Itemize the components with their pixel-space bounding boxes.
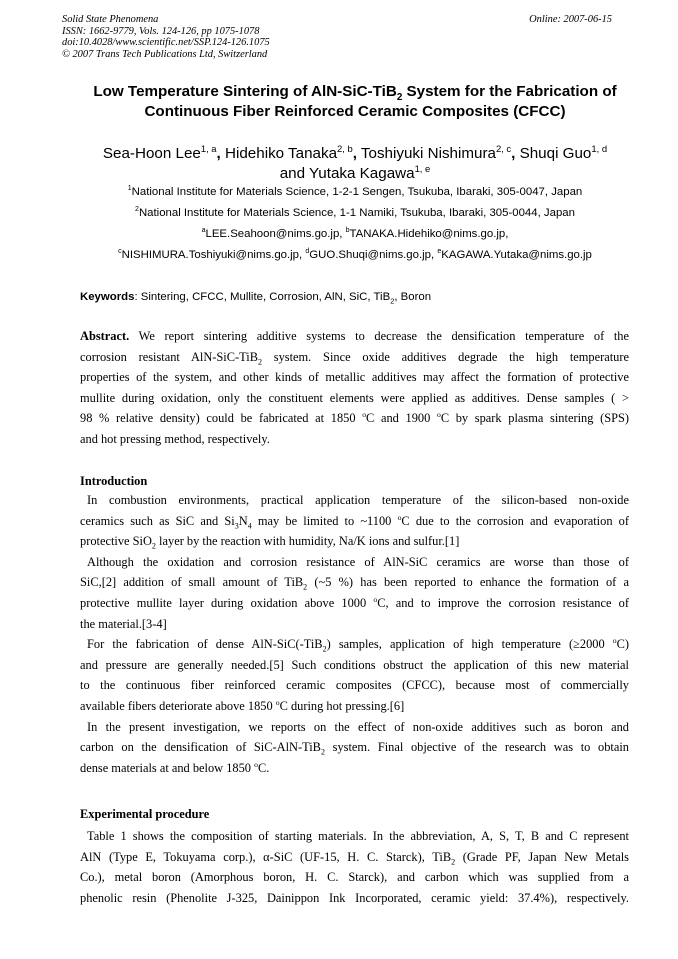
author-list: Sea-Hoon Lee$^{1, a}$, Hidehiko Tanaka$^{2, b}$, Toshiyuki Nishimura$^{2, c}$, Shuqi Guo$^{1, d}$ and Yutaka Kagawa$^{1, e}$ bbox=[102, 142, 608, 182]
paper-title: Low Temperature Sintering of AlN-SiC-TiB$_2$ System for the Fabrication of Continuous Fiber Reinforced Ceramic Composites (CFCC) bbox=[93, 83, 617, 120]
section-heading-introduction: Introduction bbox=[80, 474, 148, 488]
section-heading-experimental: Experimental procedure bbox=[80, 807, 210, 821]
email-link[interactable]: GUO.Shuqi@nims.go.jp, bbox=[309, 249, 435, 261]
journal-name: Solid State Phenomena bbox=[62, 14, 159, 25]
copyright-line: © 2007 Trans Tech Publications Ltd, Switzerland bbox=[62, 48, 268, 60]
keywords: Keywords: Sintering, CFCC, Mullite, Corrosion, AlN, SiC, TiB$_2$, Boron bbox=[80, 291, 432, 306]
affiliation-1: $^1$National Institute for Materials Science, 1-2-1 Sengen, Tsukuba, Ibaraki, 305-0047, Japan bbox=[127, 185, 583, 198]
introduction-body: In combustion environments, practical application temperature of the silicon-based non-oxide ceramics such as SiC and $Si_3N_4$ may be limited to ~1100 $^o$C due to the corrosion and evaporation of protective SiO$_2$ layer by the reaction with humidity, Na/K ions and sulfur.[1] Although the oxidation and corrosion resistance of AlN-SiC ceramics are worse than those of SiC,[2] addition of small amount of TiB$_2$ (~5 %) has been reported to enhance the formation of a protective mullite layer during oxidation above 1000 $^o$C, and to improve the corrosion resistance of the material.[3-4] For the fabrication of dense AlN-SiC(-TiB$_2$) samples, application of high temperature (≥2000 $^o$C) and pressure are generally needed.[5] Such conditions obstruct the application of this new material to the continuous fiber reinforced ceramic composites (CFCC), because most of commercially available fibers deteriorate above 1850 $^o$C during hot pressing.[6] In the present investigation, we reports on the effect of non-oxide additives such as boron and carbon on the densification of SiC-AlN-TiB$_2$ system. Final objective of the research was to obtain dense materials at and below 1850 $^o$C. bbox=[80, 493, 629, 775]
issn-line: ISSN: 1662-9779, Vols. 124-126, pp 1075-1078 bbox=[62, 25, 260, 37]
email-link[interactable]: KAGAWA.Yutaka@nims.go.jp bbox=[441, 249, 592, 261]
email-link[interactable]: NISHIMURA.Toshiyuki@nims.go.jp, bbox=[121, 249, 303, 261]
experimental-body: Table 1 shows the composition of starting materials. In the abbreviation, A, S, T, B and C represent AlN (Type E, Tokuyama corp.), α-SiC (UF-15, H. C. Starck), TiB$_2$ (Grade PF, Japan New Metals Co.), metal boron (Amorphous boron, H. C. Starck), and carbon which was supplied from a phenolic resin (Phenolite J-325, Dainippon Ink Incorporated, ceramic yield: 37.4%), respectively. bbox=[80, 829, 629, 905]
email-link[interactable]: LEE.Seahoon@nims.go.jp, bbox=[205, 228, 343, 240]
author-name: Toshiyuki Nishimura bbox=[360, 145, 496, 162]
online-date: Online: 2007-06-15 bbox=[529, 14, 612, 25]
email-link[interactable]: TANAKA.Hidehiko@nims.go.jp, bbox=[349, 228, 509, 240]
author-name: Sea-Hoon Lee bbox=[102, 145, 201, 162]
email-line-2: $^c$NISHIMURA.Toshiyuki@nims.go.jp, $^d$GUO.Shuqi@nims.go.jp, $^e$KAGAWA.Yutaka@nims.go.jp bbox=[118, 248, 592, 261]
author-name: and Yutaka Kagawa bbox=[279, 165, 415, 182]
doi-line: doi:10.4028/www.scientific.net/SSP.124-126.1075 bbox=[62, 37, 270, 49]
author-name: Hidehiko Tanaka bbox=[225, 145, 338, 162]
affiliation-2: $^2$National Institute for Materials Science, 1-1 Namiki, Tsukuba, Ibaraki, 305-0044, Japan bbox=[135, 206, 575, 219]
author-name: Shuqi Guo bbox=[519, 145, 592, 162]
abstract: Abstract. We report sintering additive systems to decrease the densification temperature of the corrosion resistant AlN-SiC-TiB$_2$ system. Since oxide additives degrade the high temperature properties of the system, and other kinds of metallic additives may affect the formation of protective mullite during oxidation, only the constituent elements were applied as additives. Dense samples ( > 98 % relative density) could be fabricated at 1850 $^o$C and 1900 $^o$C by spark plasma sintering (SPS) and hot pressing method, respectively. bbox=[80, 329, 629, 446]
email-line-1: $^a$LEE.Seahoon@nims.go.jp, $^b$TANAKA.Hidehiko@nims.go.jp, bbox=[201, 227, 509, 240]
journal-info bbox=[62, 14, 270, 60]
